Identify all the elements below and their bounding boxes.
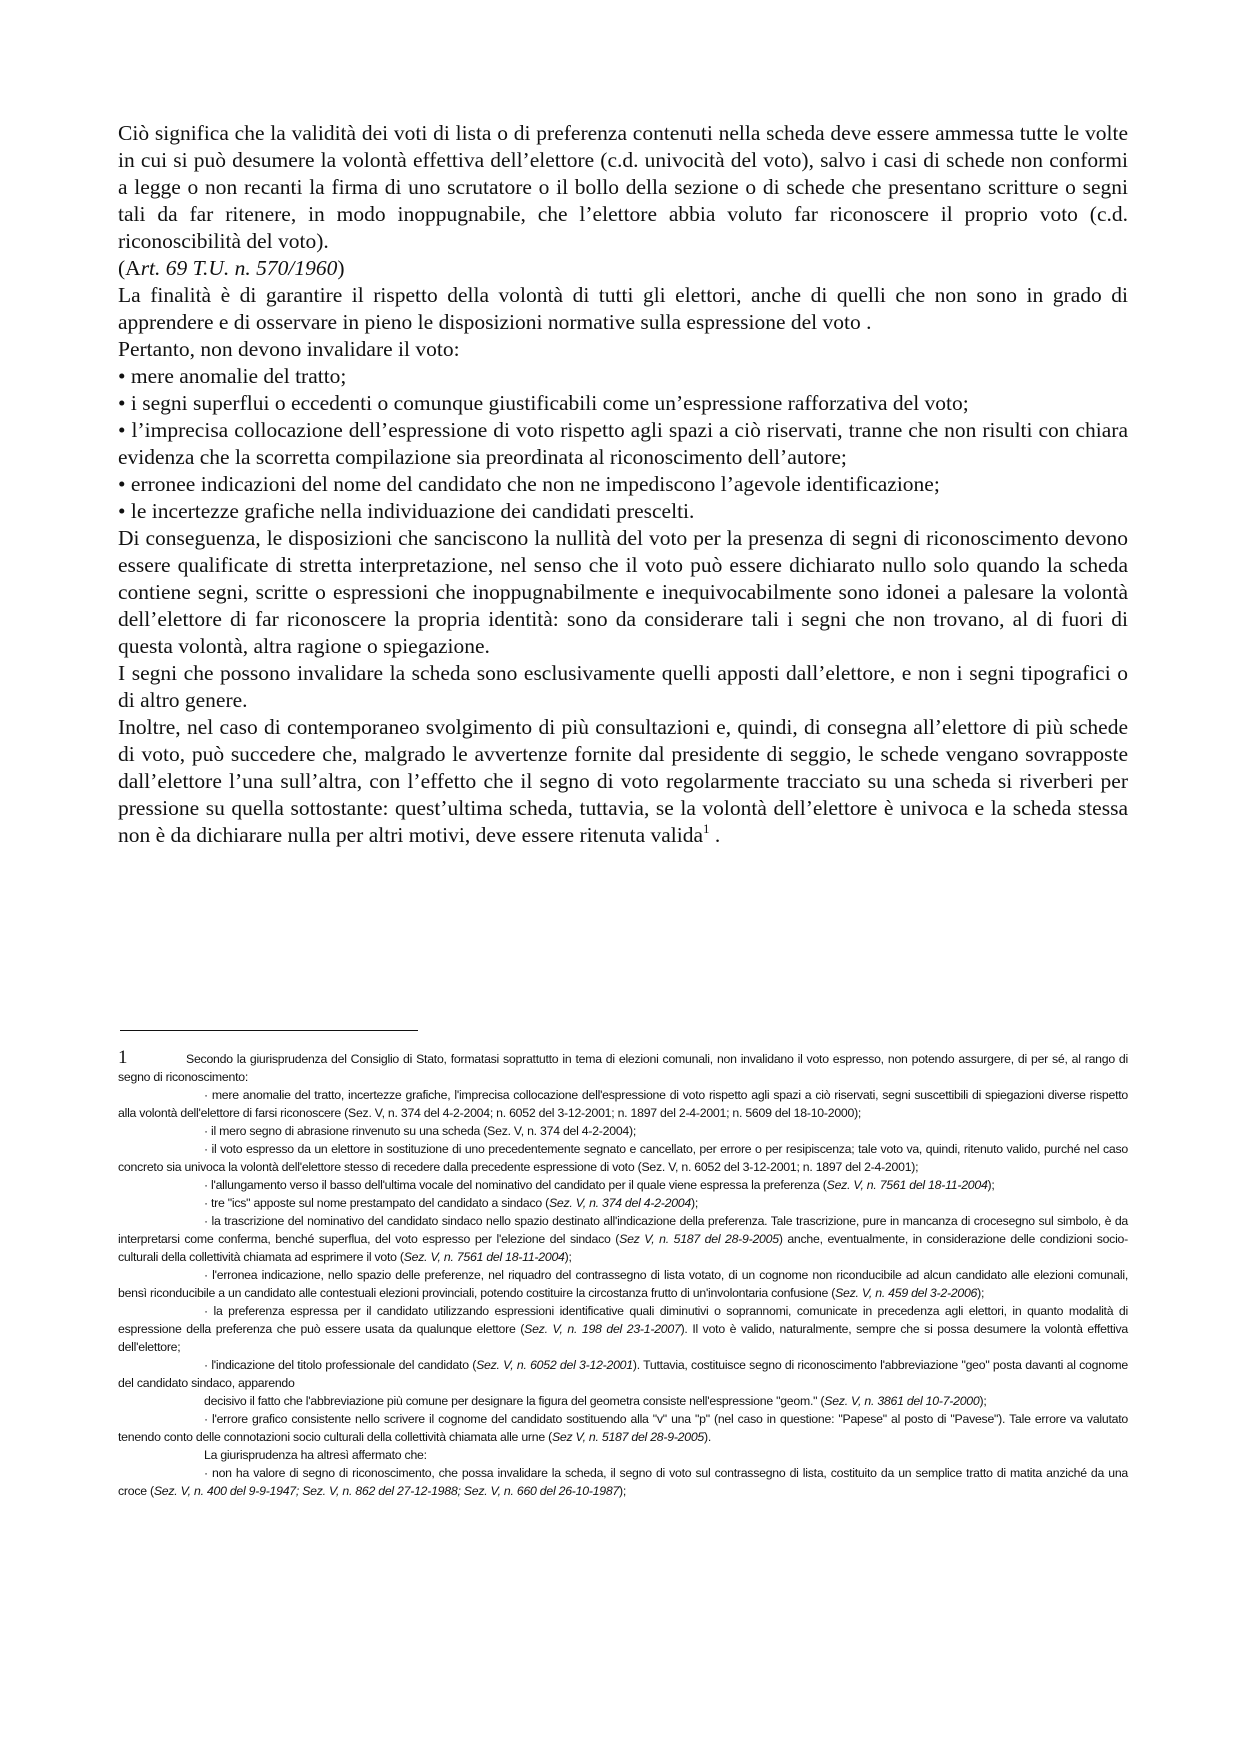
citation: rt. 69 T.U. n. 570/1960 — [140, 256, 338, 280]
footnote-paragraph — [118, 1049, 1128, 1086]
text-segment: I segni che possono invalidare la scheda sono esclusivamente quelli apposti dall’elettore, e non i segni tipografici o di altro genere. — [118, 661, 1128, 712]
bullet-item — [118, 390, 1128, 417]
text-segment: · mere anomalie del tratto, incertezze grafiche, l'imprecisa collocazione dell'espressione di voto rispetto agli spazi a ciò riservati, segni suscettibili di spiegazioni diverse rispetto alla volontà dell'elettore di farsi riconoscere (Sez. V, n. 374 del 4-2-2004; n. 6052 del 3-12-2001; n. 1897 del 2-4-2001; n. 5609 del 18-10-2000); — [118, 1088, 1128, 1120]
paragraph — [118, 525, 1128, 660]
bullet-item — [118, 471, 1128, 498]
text-segment: Inoltre, nel caso di contemporaneo svolgimento di più consultazioni e, quindi, di consegna all’elettore di più schede di voto, può succedere che, malgrado le avvertenze fornite dal presidente di seggio, le schede vengano sovrapposte dall’elettore l’una sull’altra, con l’effetto che il segno di voto regolarmente tracciato su una scheda si riverberi per pressione su quella sottostante: quest’ultima scheda, tuttavia, se la volontà dell’elettore è univoca e la scheda stessa non è da dichiarare nulla per altri motivi, deve essere ritenuta valida — [118, 715, 1128, 847]
footnote-paragraph — [118, 1464, 1128, 1500]
citation: Sez V, n. 5187 del 28-9-2005 — [619, 1232, 779, 1246]
footnote-paragraph — [118, 1410, 1128, 1446]
text-segment: Di conseguenza, le disposizioni che sanciscono la nullità del voto per la presenza di segni di riconoscimento devono essere qualificate di stretta interpretazione, nel senso che il voto può essere dichiarato nullo solo quando la scheda contiene segni, scritte o espressioni che inoppugnabilmente e inequivocabilmente sono idonei a palesare la volontà dell’elettore di far riconoscere la propria identità: sono da considerare tali i segni che non trovano, al di fuori di questa volontà, altra ragione o spiegazione. — [118, 526, 1128, 658]
citation: Sez. V, n. 7561 del 18-11-2004 — [826, 1178, 988, 1192]
text-segment: l’imprecisa collocazione dell’espressione di voto rispetto agli spazi a ciò riservati, tranne che non risulti con chiara evidenza che la scorretta compilazione sia preordinata al riconoscimento dell’autore; — [118, 418, 1129, 469]
paragraph — [118, 255, 1128, 282]
text-segment: · l'indicazione del titolo professionale del candidato ( — [204, 1358, 477, 1372]
text-segment: ). Il voto è valido, naturalmente, sempre che si possa desumere la volontà effettiva dell'elettore; — [118, 1322, 1128, 1354]
text-segment: ); — [619, 1484, 627, 1498]
main-text — [118, 120, 1128, 849]
citation: Sez. V, n. 459 del 3-2-2006 — [835, 1286, 978, 1300]
footnote-paragraph — [118, 1194, 1128, 1212]
text-segment: · il voto espresso da un elettore in sostituzione di uno precedentemente segnato e cancellato, per errore o per resipiscenza; tale voto va, quindi, ritenuto valido, purché nel caso concreto sia univoca la volontà dell'elettore stesso di recedere dalla precedente espressione di voto (Sez. V, n. 6052 del 3-12-2001; n. 1897 del 2-4-2001); — [118, 1142, 1128, 1174]
text-segment: ); — [987, 1178, 995, 1192]
text-segment: La finalità è di garantire il rispetto della volontà di tutti gli elettori, anche di quelli che non sono in grado di apprendere e di osservare in pieno le disposizioni normative sulla espressione del voto . — [118, 283, 1128, 334]
footnote — [118, 1049, 1128, 1500]
text-segment: · la preferenza espressa per il candidato utilizzando espressioni identificative quali diminutivi o soprannomi, comunicate in precedenza agli elettori, in quanto modalità di espressione della preferenza che può essere usata da qualunque elettore ( — [118, 1304, 1128, 1336]
citation: Sez. V, n. 198 del 23-1-2007 — [524, 1322, 681, 1336]
text-segment: ) — [337, 256, 345, 280]
text-segment: La giurisprudenza ha altresì affermato che: — [204, 1448, 427, 1462]
footnote-paragraph — [118, 1356, 1128, 1392]
text-segment: · l'erronea indicazione, nello spazio delle preferenze, nel riquadro del contrassegno di lista votato, di un cognome non riconducibile ad alcun candidato alle elezioni comunali, bensì riconducibile a un candidato alle contestuali elezioni provinciali, potendo costituire la circostanza frutto di un'involontaria confusione ( — [118, 1268, 1128, 1300]
footnote-paragraph — [118, 1122, 1128, 1140]
text-segment: · l'errore grafico consistente nello scrivere il cognome del candidato sostituendo alla "v" una "p" (nel caso in questione: "Papese" al posto di "Pavese"). Tale errore va valutato tenendo conto delle connotazioni socio culturali della collettività chiamata alle urne ( — [118, 1412, 1128, 1444]
text-segment: · l'allungamento verso il basso dell'ultima vocale del nominativo del candidato per il quale viene espressa la preferenza ( — [204, 1178, 827, 1192]
text-segment: ); — [979, 1394, 987, 1408]
paragraph — [118, 336, 1128, 363]
text-segment: ); — [977, 1286, 985, 1300]
footnote-reference[interactable]: 1 — [703, 821, 710, 836]
text-segment: · tre "ics" apposte sul nome prestampato del candidato a sindaco ( — [204, 1196, 549, 1210]
citation: Sez. V, n. 6052 del 3-12-2001 — [476, 1358, 633, 1372]
text-segment: · non ha valore di segno di riconoscimento, che possa invalidare la scheda, il segno di voto sul contrassegno di lista, costituito da un semplice tratto di matita anziché da una croce ( — [118, 1466, 1128, 1498]
footnote-number: 1 — [118, 1047, 128, 1068]
paragraph — [118, 714, 1128, 849]
citation: Sez. V, n. 3861 del 10-7-2000 — [824, 1394, 980, 1408]
paragraph — [118, 660, 1128, 714]
footnote-paragraph — [118, 1302, 1128, 1356]
citation: Sez. V, n. 374 del 4-2-2004 — [548, 1196, 691, 1210]
text-segment: ). Tuttavia, costituisce segno di riconoscimento l'abbreviazione "geo" posta davanti al cognome del candidato sindaco, apparendo — [118, 1358, 1128, 1390]
footnote-paragraph — [118, 1212, 1128, 1266]
paragraph — [118, 282, 1128, 336]
text-segment: ). — [704, 1430, 712, 1444]
footnote-paragraph — [118, 1266, 1128, 1302]
text-segment: Secondo la giurisprudenza del Consiglio di Stato, formatasi soprattutto in tema di elezioni comunali, non invalidano il voto espresso, non potendo assurgere, di per sé, al rango di segno di riconoscimento: — [118, 1052, 1128, 1084]
bullet-item — [118, 417, 1128, 471]
bullet-item — [118, 498, 1128, 525]
text-segment: decisivo il fatto che l'abbreviazione più comune per designare la figura del geometra consiste nell'espressione "geom." ( — [204, 1394, 825, 1408]
text-segment: Ciò significa che la validità dei voti di lista o di preferenza contenuti nella scheda deve essere ammessa tutte le volte in cui si può desumere la volontà effettiva dell’elettore (c.d. univocità del voto), salvo i casi di schede non conformi a legge o non recanti la firma di uno scrutatore o il bollo della sezione o di schede che presentano scritture o segni tali da far ritenere, in modo inoppugnabile, che l’elettore abbia voluto far riconoscere il proprio voto (c.d. riconoscibilità del voto). — [118, 121, 1128, 253]
text-segment: mere anomalie del tratto; — [130, 364, 347, 388]
footnote-paragraph — [118, 1176, 1128, 1194]
footnote-paragraph — [118, 1086, 1128, 1122]
citation: Sez. V, n. 7561 del 18-11-2004 — [403, 1250, 565, 1264]
citation: Sez. V, n. 400 del 9-9-1947; Sez. V, n. 862 del 27-12-1988; Sez. V, n. 660 del 26-10-1987 — [153, 1484, 620, 1498]
bullet-item — [118, 363, 1128, 390]
text-segment: ); — [691, 1196, 699, 1210]
footnote-separator — [120, 1030, 418, 1031]
text-segment: · la trascrizione del nominativo del candidato sindaco nello spazio destinato all'indicazione della preferenza. Tale trascrizione, pure in mancanza di crocesegno sul simbolo, è da interpretarsi come conferma, benché superflua, del voto espresso per l'elezione del sindaco ( — [118, 1214, 1128, 1246]
footnote-paragraph — [118, 1140, 1128, 1176]
text-segment: le incertezze grafiche nella individuazione dei candidati prescelti. — [130, 499, 695, 523]
footnote-paragraph — [118, 1392, 1128, 1410]
text-segment: Pertanto, non devono invalidare il voto: — [118, 337, 460, 361]
text-segment: . — [709, 823, 721, 847]
text-segment: erronee indicazioni del nome del candidato che non ne impediscono l’agevole identificazione; — [130, 472, 940, 496]
text-segment: · il mero segno di abrasione rinvenuto su una scheda (Sez. V, n. 374 del 4-2-2004); — [204, 1124, 637, 1138]
text-segment: ); — [564, 1250, 572, 1264]
text-segment: ) anche, eventualmente, in considerazione delle condizioni socio-culturali della collettività chiamata ad esprimere il voto ( — [118, 1232, 1128, 1264]
footnote-paragraph — [118, 1446, 1128, 1464]
text-segment: (A — [118, 256, 141, 280]
text-segment: i segni superflui o eccedenti o comunque giustificabili come un’espressione rafforzativa del voto; — [130, 391, 969, 415]
citation: Sez V, n. 5187 del 28-9-2005 — [551, 1430, 705, 1444]
paragraph — [118, 120, 1128, 255]
